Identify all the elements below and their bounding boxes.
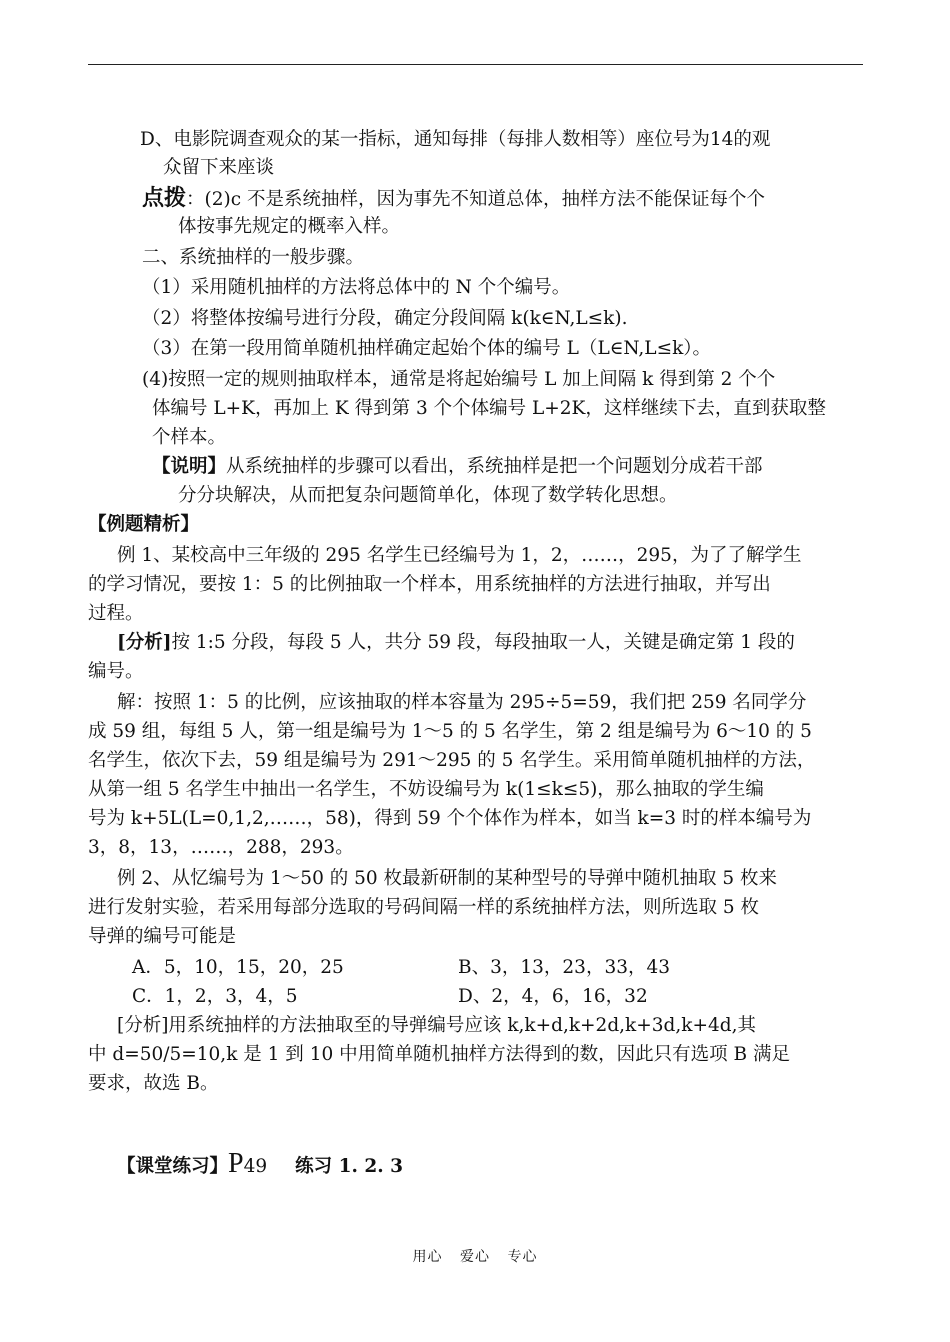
- option-c: C．1，2，3，4，5: [132, 986, 298, 1007]
- option-a: A．5，10，15，20，25: [132, 957, 344, 978]
- footer-word-3: 专心: [507, 1249, 538, 1265]
- option-d-line-2: 众留下来座谈: [163, 157, 275, 178]
- solution-line-1: 解：按照 1：5 的比例，应该抽取的样本容量为 295÷5=59，我们把 259 名同学分: [117, 692, 807, 713]
- dianbo-paragraph: [142, 186, 765, 212]
- solution-line-4: 从第一组 5 名学生中抽出一名学生，不妨设编号为 k(1≤k≤5)，那么抽取的学生编: [88, 779, 764, 800]
- fenxi-line-2: 编号。: [88, 661, 144, 682]
- shuoming-text: 从系统抽样的步骤可以看出，系统抽样是把一个问题划分成若干部: [226, 456, 763, 477]
- solution-line-3: 名学生，依次下去，59 组是编号为 291～295 的 5 名学生。采用简单随机抽样的方法，: [88, 750, 816, 771]
- footer-word-2: 爱心: [460, 1249, 490, 1265]
- footer-word-1: 用心: [412, 1249, 443, 1265]
- solution-line-2: 成 59 组，每组 5 人，第一组是编号为 1～5 的 5 名学生，第 2 组是编号为 6～10 的 5: [88, 721, 812, 742]
- dianbo-label: 点拨: [142, 185, 187, 211]
- step-1: （1）采用随机抽样的方法将总体中的 N 个个编号。: [142, 277, 571, 298]
- dianbo-text: ：(2)c 不是系统抽样，因为事先不知道总体，抽样方法不能保证每个个: [186, 189, 765, 210]
- fenxi-paragraph: [117, 631, 795, 655]
- header-rule: [88, 64, 863, 65]
- practice-line: [117, 1148, 403, 1183]
- solution-line-6: 3，8，13，……，288，293。: [88, 837, 354, 858]
- fenxi-text: 按 1:5 分段，每段 5 人，共分 59 段，每段抽取一人，关键是确定第 1 段的: [171, 632, 795, 653]
- practice-page-number: 49: [243, 1156, 268, 1177]
- example-2-line-1: 例 2、从忆编号为 1～50 的 50 枚最新研制的某种型号的导弹中随机抽取 5 枚来: [117, 868, 778, 889]
- practice-page-letter: P: [228, 1148, 244, 1179]
- option-b: B、3，13，23，33，43: [458, 957, 671, 978]
- shuoming-paragraph: [152, 455, 763, 479]
- example-2-fenxi-line-2: 中 d=50/5=10,k 是 1 到 10 中用简单随机抽样方法得到的数，因此只有选项 B 满足: [88, 1044, 790, 1065]
- page-footer: [0, 1246, 950, 1266]
- step-4-line-3: 个样本。: [152, 427, 227, 448]
- example-2-fenxi-line-1: [分析]用系统抽样的方法抽取至的导弹编号应该 k,k+d,k+2d,k+3d,k+4d,其: [117, 1015, 756, 1036]
- example-2-line-2: 进行发射实验，若采用每部分选取的号码间隔一样的系统抽样方法，则所选取 5 枚: [88, 897, 760, 918]
- dianbo-line-2: 体按事先规定的概率入样。: [178, 216, 401, 237]
- shuoming-label: 【说明】: [152, 456, 227, 477]
- practice-label: 【课堂练习】: [117, 1156, 229, 1177]
- step-4-line-2: 体编号 L+K，再加上 K 得到第 3 个个体编号 L+2K，这样继续下去，直到获取整: [152, 398, 826, 419]
- step-4-line-1: (4)按照一定的规则抽取样本，通常是将起始编号 L 加上间隔 k 得到第 2 个个: [142, 369, 776, 390]
- option-d-line-1: D、电影院调查观众的某一指标，通知每排（每排人数相等）座位号为14的观: [140, 129, 771, 150]
- example-1-line-3: 过程。: [88, 603, 144, 624]
- practice-text: 练习 1. 2. 3: [295, 1156, 403, 1177]
- step-2: （2）将整体按编号进行分段，确定分段间隔 k(k∈N,L≤k).: [142, 308, 628, 329]
- example-2-line-3: 导弹的编号可能是: [88, 926, 237, 947]
- option-d: D、2，4，6，16，32: [458, 986, 648, 1007]
- section-heading: 二、系统抽样的一般步骤。: [142, 247, 365, 268]
- example-1-line-2: 的学习情况，要按 1：5 的比例抽取一个样本，用系统抽样的方法进行抽取，并写出: [88, 574, 771, 595]
- example-heading: 【例题精析】: [88, 514, 200, 535]
- shuoming-line-2: 分分块解决，从而把复杂问题简单化，体现了数学转化思想。: [178, 485, 678, 506]
- step-3: （3）在第一段用简单随机抽样确定起始个体的编号 L（L∈N,L≤k）。: [142, 338, 712, 359]
- fenxi-label: [分析]: [117, 632, 172, 653]
- example-1-line-1: 例 1、某校高中三年级的 295 名学生已经编号为 1，2，……，295，为了了解学生: [117, 545, 802, 566]
- example-2-fenxi-line-3: 要求，故选 B。: [88, 1073, 219, 1094]
- solution-line-5: 号为 k+5L(L=0,1,2,……，58)，得到 59 个个体作为样本，如当 k=3 时的样本编号为: [88, 808, 812, 829]
